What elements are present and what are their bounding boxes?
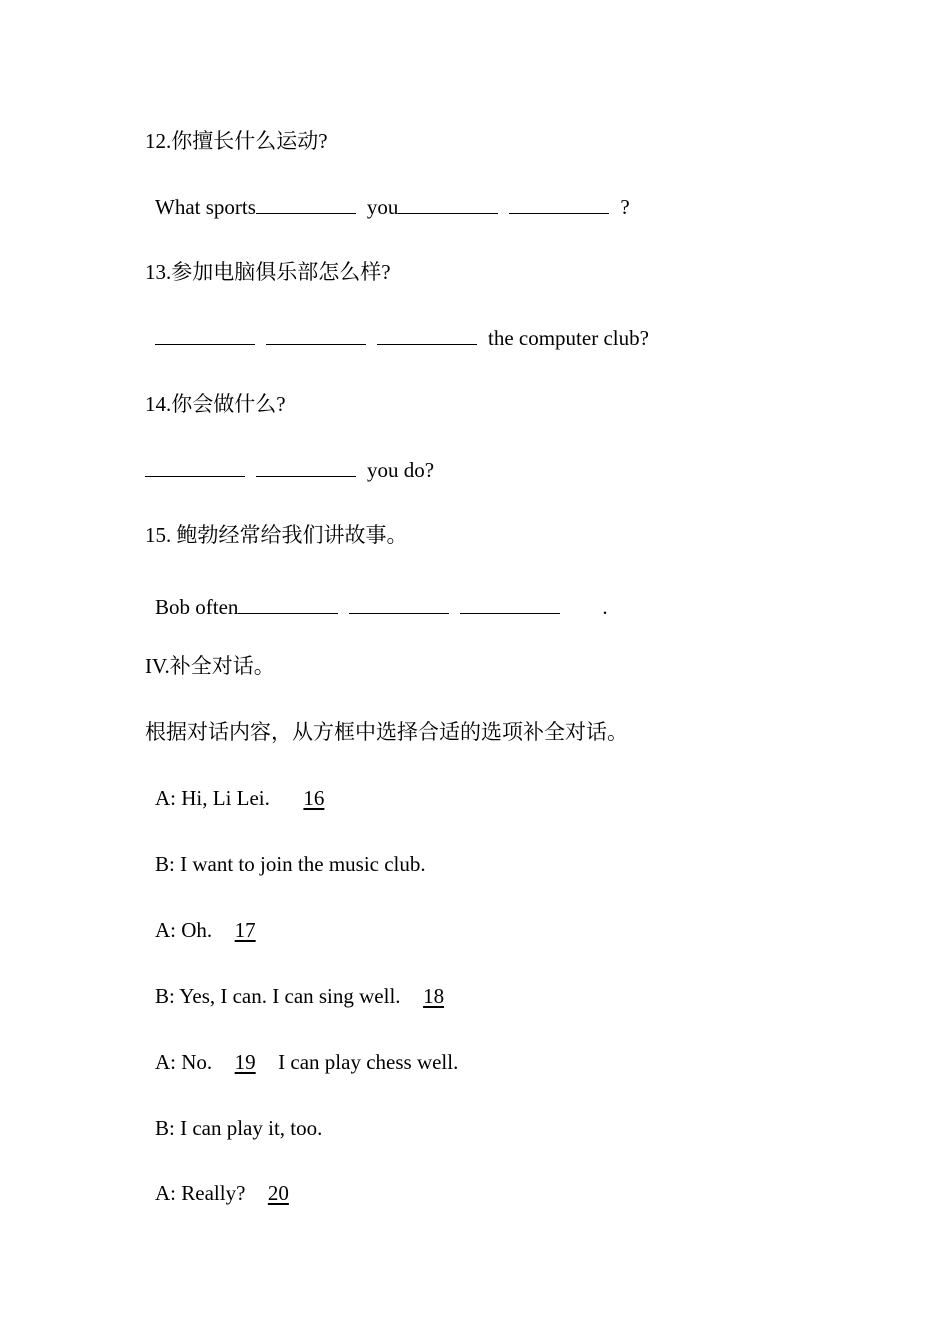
q14-prompt: 14.你会做什么? <box>145 392 286 416</box>
dialogue-line <box>155 1048 458 1076</box>
q13-sentence <box>155 324 649 352</box>
q12-text-1: What sports <box>155 195 256 219</box>
dialogue-text: B: Yes, I can. I can sing well. <box>155 984 401 1008</box>
q12-text-3: ? <box>620 195 630 219</box>
answer-blank[interactable] <box>155 324 255 345</box>
dialogue-text: A: No. <box>155 1050 213 1074</box>
answer-blank[interactable] <box>256 456 356 477</box>
answer-blank[interactable] <box>398 193 498 214</box>
answer-blank[interactable] <box>349 593 449 614</box>
answer-blank[interactable] <box>238 593 338 614</box>
blank-number[interactable]: 20 <box>267 1181 289 1205</box>
dialogue-text: A: Hi, Li Lei. <box>155 786 270 810</box>
q15-sentence <box>155 593 608 621</box>
dialogue-text: I can play chess well. <box>278 1050 459 1074</box>
dialogue-text: A: Oh. <box>155 918 213 942</box>
section-heading: IV.补全对话。 <box>145 654 275 678</box>
answer-blank[interactable] <box>377 324 477 345</box>
q14-sentence <box>145 456 434 484</box>
dialogue-text: B: I can play it, too. <box>155 1116 323 1140</box>
dialogue-line <box>155 850 426 878</box>
q13-text-1: the computer club? <box>488 326 649 350</box>
q15-text-1: Bob often <box>155 595 239 619</box>
answer-blank[interactable] <box>145 456 245 477</box>
blank-number[interactable]: 16 <box>303 786 325 810</box>
dialogue-line <box>155 916 278 944</box>
q12-sentence <box>155 193 630 221</box>
dialogue-text: B: I want to join the music club. <box>155 852 426 876</box>
blank-number[interactable]: 17 <box>234 918 256 942</box>
answer-blank[interactable] <box>256 193 356 214</box>
dialogue-text: A: Really? <box>155 1181 246 1205</box>
q15-text-2: . <box>602 595 608 619</box>
q12-prompt: 12.你擅长什么运动? <box>145 129 328 153</box>
section-instruction: 根据对话内容，从方框中选择合适的选项补全对话。 <box>145 720 628 744</box>
dialogue-line <box>155 982 456 1010</box>
q14-text-1: you do? <box>367 458 435 482</box>
q13-prompt: 13.参加电脑俱乐部怎么样? <box>145 260 391 284</box>
blank-number[interactable]: 18 <box>423 984 445 1008</box>
dialogue-line <box>155 1114 322 1142</box>
dialogue-line <box>155 1179 300 1207</box>
q15-prompt: 15. 鲍勃经常给我们讲故事。 <box>145 523 408 547</box>
q12-text-2: you <box>366 195 399 219</box>
blank-number[interactable]: 19 <box>234 1050 256 1074</box>
answer-blank[interactable] <box>460 593 560 614</box>
answer-blank[interactable] <box>509 193 609 214</box>
answer-blank[interactable] <box>266 324 366 345</box>
dialogue-line <box>155 784 347 812</box>
